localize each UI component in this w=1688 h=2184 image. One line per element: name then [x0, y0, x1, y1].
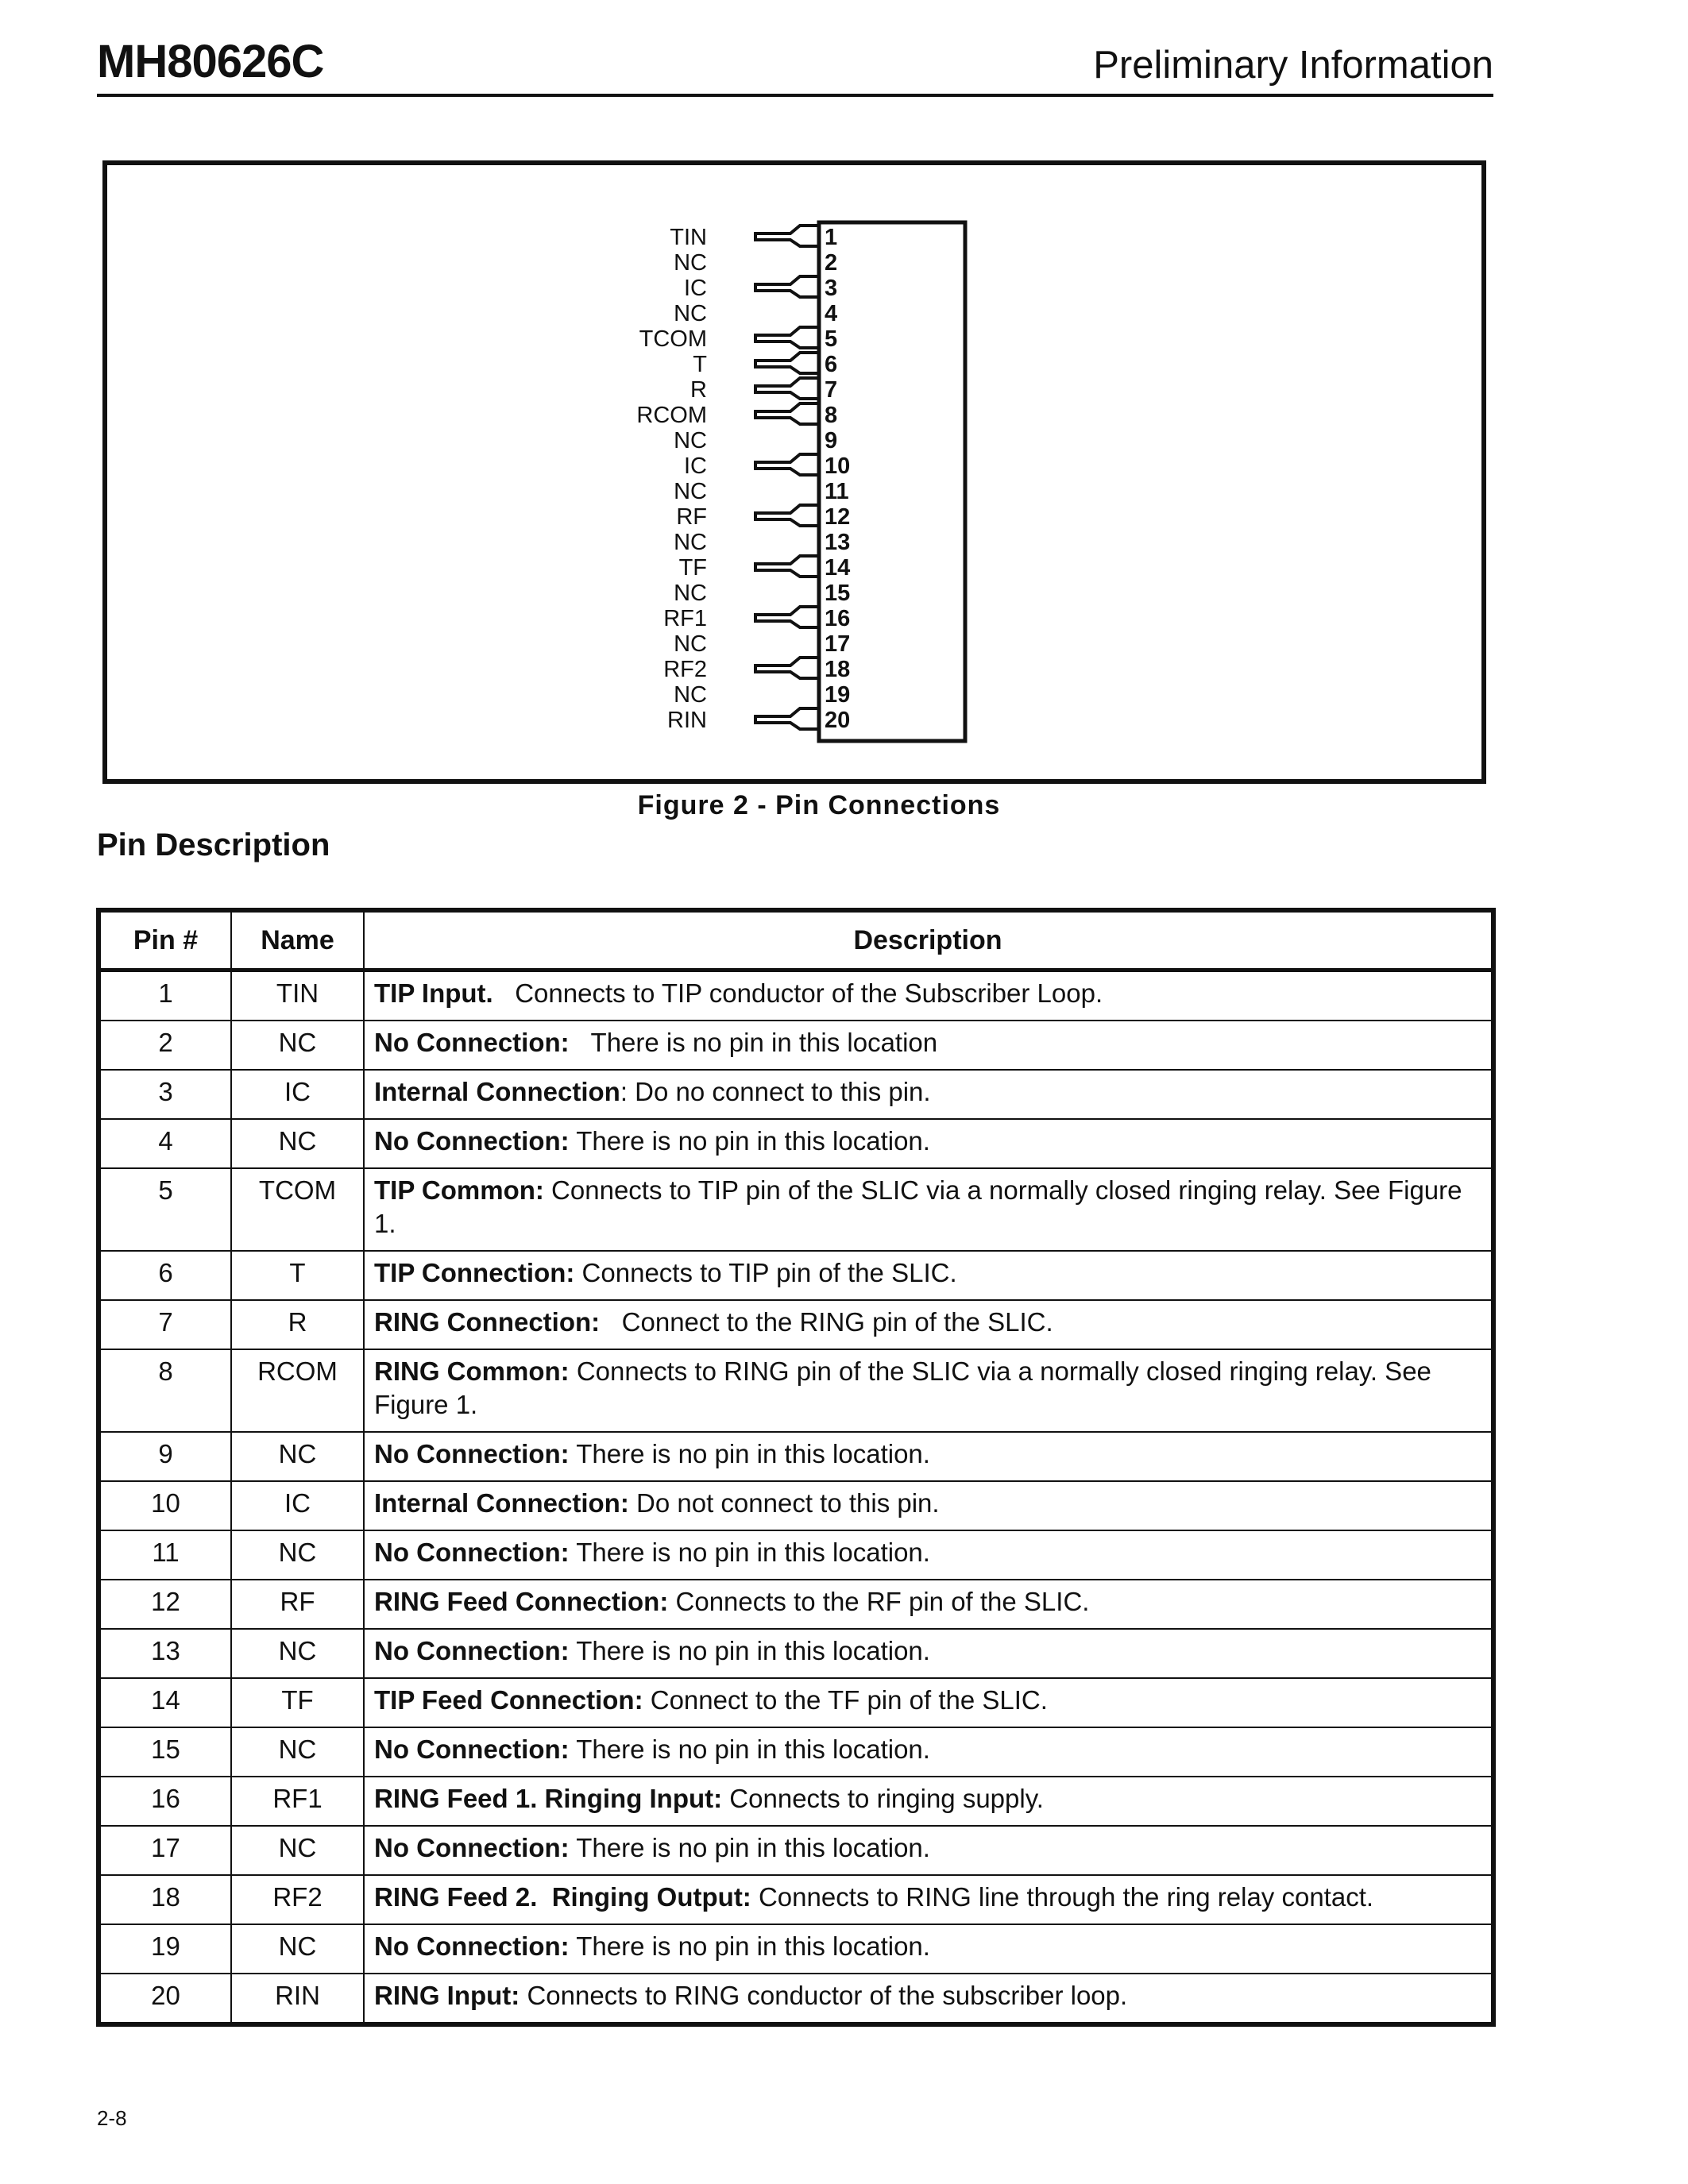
pin-number-label: 4: [825, 301, 838, 326]
description-text: : Do no connect to this pin.: [620, 1077, 931, 1106]
header-pin: Pin #: [98, 910, 231, 970]
pin-label: RF: [676, 504, 707, 530]
pin-name: RF2: [231, 1875, 364, 1924]
pin-name: NC: [231, 1727, 364, 1777]
pin-lead: [755, 708, 818, 729]
header-description: Description: [364, 910, 1493, 970]
table-row: [98, 1530, 1493, 1580]
description-text: There is no pin in this location: [569, 1028, 938, 1057]
description-term: TIP Input.: [374, 978, 493, 1008]
table-header-row: [98, 910, 1493, 970]
description-term: RING Feed 1. Ringing Input:: [374, 1784, 723, 1813]
pin-number: 12: [98, 1580, 231, 1629]
table-row: [98, 1678, 1493, 1727]
table-row: [98, 1580, 1493, 1629]
pin-name: T: [231, 1251, 364, 1300]
description-text: There is no pin in this location.: [569, 1439, 930, 1468]
description-text: There is no pin in this location.: [569, 1931, 930, 1961]
pin-number-label: 17: [825, 631, 851, 657]
pin-description-table: [96, 908, 1496, 2027]
pin-name: RF: [231, 1580, 364, 1629]
pin-description: [364, 1924, 1493, 1974]
pin-label: T: [693, 352, 707, 377]
description-term: RING Common:: [374, 1356, 570, 1386]
pin-description: [364, 1875, 1493, 1924]
pin-number-label: 8: [825, 403, 838, 428]
table-row: [98, 1974, 1493, 2024]
pin-description: [364, 1974, 1493, 2024]
description-term: Internal Connection:: [374, 1488, 629, 1518]
description-text: Connects to RING pin of the SLIC via a normally closed ringing relay. See Figure 1.: [374, 1356, 1439, 1419]
pin-number-label: 1: [825, 225, 838, 250]
description-term: No Connection:: [374, 1126, 570, 1156]
table-row: [98, 1432, 1493, 1481]
description-term: No Connection:: [374, 1833, 570, 1862]
pin-number: 14: [98, 1678, 231, 1727]
pin-lead: [755, 454, 818, 475]
pin-name: NC: [231, 1119, 364, 1168]
pin-description: [364, 1580, 1493, 1629]
pin-number-label: 9: [825, 428, 838, 453]
description-text: Connects to TIP conductor of the Subscriber Loop.: [492, 978, 1103, 1008]
pin-lead: [755, 556, 818, 577]
description-text: There is no pin in this location.: [569, 1636, 930, 1665]
pin-number: 7: [98, 1300, 231, 1349]
description-term: TIP Feed Connection:: [374, 1685, 643, 1715]
table-row: [98, 1924, 1493, 1974]
table-row: [98, 1875, 1493, 1924]
pin-name: TF: [231, 1678, 364, 1727]
description-text: There is no pin in this location.: [569, 1833, 930, 1862]
description-term: No Connection:: [374, 1538, 570, 1567]
table-row: [98, 1251, 1493, 1300]
pin-lead: [755, 276, 818, 297]
table-row: [98, 1300, 1493, 1349]
pin-description: [364, 1168, 1493, 1251]
pin-name: IC: [231, 1481, 364, 1530]
pin-label: IC: [684, 276, 707, 301]
pin-number-label: 19: [825, 682, 851, 708]
pin-lead: [755, 607, 818, 627]
pin-label: RF1: [663, 606, 707, 631]
table-row: [98, 970, 1493, 1021]
description-text: Connect to the RING pin of the SLIC.: [600, 1307, 1053, 1337]
pin-description: [364, 970, 1493, 1021]
description-text: Connects to TIP pin of the SLIC via a normally closed ringing relay. See Figure 1.: [374, 1175, 1470, 1238]
table-row: [98, 1021, 1493, 1070]
description-term: No Connection:: [374, 1439, 570, 1468]
section-title: Pin Description: [97, 828, 330, 862]
pin-description: [364, 1777, 1493, 1826]
table-row: [98, 1826, 1493, 1875]
table-row: [98, 1629, 1493, 1678]
description-text: There is no pin in this location.: [569, 1734, 930, 1764]
table-row: [98, 1168, 1493, 1251]
pin-label: R: [690, 377, 707, 403]
pin-description: [364, 1300, 1493, 1349]
description-term: No Connection:: [374, 1636, 570, 1665]
header-name: Name: [231, 910, 364, 970]
pin-number: 11: [98, 1530, 231, 1580]
pin-label: RF2: [663, 657, 707, 682]
table-row: [98, 1119, 1493, 1168]
description-text: Connects to ringing supply.: [722, 1784, 1044, 1813]
description-term: TIP Connection:: [374, 1258, 575, 1287]
pin-number: 16: [98, 1777, 231, 1826]
pin-name: RIN: [231, 1974, 364, 2024]
pin-number: 3: [98, 1070, 231, 1119]
pin-number-label: 12: [825, 504, 851, 530]
description-term: RING Connection:: [374, 1307, 601, 1337]
description-text: Connects to the RF pin of the SLIC.: [668, 1587, 1090, 1616]
pin-description: [364, 1530, 1493, 1580]
header-rule: [97, 94, 1493, 97]
description-text: There is no pin in this location.: [569, 1538, 930, 1567]
description-term: RING Feed Connection:: [374, 1587, 669, 1616]
pin-number: 15: [98, 1727, 231, 1777]
table-row: [98, 1727, 1493, 1777]
pin-label: NC: [674, 530, 707, 555]
pin-number-label: 2: [825, 250, 838, 276]
description-term: No Connection:: [374, 1028, 570, 1057]
pin-label: RIN: [667, 708, 707, 733]
pin-number: 5: [98, 1168, 231, 1251]
pin-description: [364, 1481, 1493, 1530]
description-text: Connects to TIP pin of the SLIC.: [574, 1258, 957, 1287]
page-number: 2-8: [97, 2106, 127, 2130]
pin-description: [364, 1349, 1493, 1432]
table-row: [98, 1349, 1493, 1432]
pin-description: [364, 1727, 1493, 1777]
pin-name: NC: [231, 1432, 364, 1481]
pin-lead: [755, 505, 818, 526]
pin-label: NC: [674, 581, 707, 606]
description-text: Connects to RING conductor of the subscriber loop.: [520, 1981, 1128, 2010]
table-row: [98, 1777, 1493, 1826]
pin-label: NC: [674, 428, 707, 453]
pin-number: 2: [98, 1021, 231, 1070]
pin-number-label: 20: [825, 708, 851, 733]
figure-caption: Figure 2 - Pin Connections: [637, 790, 1001, 820]
pin-lead: [755, 226, 818, 246]
description-term: TIP Common:: [374, 1175, 544, 1205]
description-text: Connect to the TF pin of the SLIC.: [643, 1685, 1048, 1715]
pin-label: NC: [674, 250, 707, 276]
preliminary-label: Preliminary Information: [1093, 44, 1493, 87]
pin-number-label: 6: [825, 352, 838, 377]
pin-description: [364, 1070, 1493, 1119]
pin-number-label: 11: [825, 479, 849, 504]
description-term: Internal Connection: [374, 1077, 620, 1106]
pin-number: 8: [98, 1349, 231, 1432]
pin-description: [364, 1021, 1493, 1070]
pin-name: NC: [231, 1629, 364, 1678]
pin-label: TIN: [670, 225, 707, 250]
pin-name: R: [231, 1300, 364, 1349]
description-term: RING Input:: [374, 1981, 520, 2010]
pin-label: RCOM: [636, 403, 707, 428]
description-term: No Connection:: [374, 1931, 570, 1961]
pin-name: RCOM: [231, 1349, 364, 1432]
document-title: MH80626C: [97, 36, 324, 87]
table-row: [98, 1481, 1493, 1530]
pin-number-label: 5: [825, 326, 838, 352]
pin-lead: [755, 658, 818, 678]
pin-number-label: 13: [825, 530, 851, 555]
pin-name: TIN: [231, 970, 364, 1021]
pin-number-label: 10: [825, 453, 851, 479]
pin-number: 6: [98, 1251, 231, 1300]
description-text: There is no pin in this location.: [569, 1126, 930, 1156]
pin-name: NC: [231, 1021, 364, 1070]
pin-number-label: 15: [825, 581, 851, 606]
pin-lead: [755, 327, 818, 348]
pin-lead: [755, 403, 818, 424]
pin-number: 10: [98, 1481, 231, 1530]
pin-number-label: 3: [825, 276, 838, 301]
pin-number: 17: [98, 1826, 231, 1875]
pin-number-label: 14: [825, 555, 851, 581]
pin-diagram: [107, 165, 1481, 779]
description-term: No Connection:: [374, 1734, 570, 1764]
pin-label: TF: [678, 555, 707, 581]
pin-number: 1: [98, 970, 231, 1021]
pin-number-label: 16: [825, 606, 851, 631]
pin-label: TCOM: [639, 326, 707, 352]
pin-number-label: 7: [825, 377, 838, 403]
pin-label: IC: [684, 453, 707, 479]
pin-number: 20: [98, 1974, 231, 2024]
pin-label: NC: [674, 631, 707, 657]
table-row: [98, 1070, 1493, 1119]
pin-lead: [755, 378, 818, 399]
pin-description: [364, 1678, 1493, 1727]
description-text: Connects to RING line through the ring relay contact.: [751, 1882, 1374, 1912]
pin-label: NC: [674, 682, 707, 708]
pin-number: 13: [98, 1629, 231, 1678]
pin-name: NC: [231, 1924, 364, 1974]
pin-label: NC: [674, 479, 707, 504]
description-term: RING Feed 2. Ringing Output:: [374, 1882, 751, 1912]
pin-lead: [755, 353, 818, 373]
pin-description: [364, 1629, 1493, 1678]
pin-description: [364, 1432, 1493, 1481]
description-text: Do not connect to this pin.: [628, 1488, 940, 1518]
pin-name: NC: [231, 1826, 364, 1875]
pin-label: NC: [674, 301, 707, 326]
pin-name: IC: [231, 1070, 364, 1119]
pin-name: RF1: [231, 1777, 364, 1826]
pin-description: [364, 1119, 1493, 1168]
pin-description: [364, 1251, 1493, 1300]
pin-name: TCOM: [231, 1168, 364, 1251]
pin-name: NC: [231, 1530, 364, 1580]
pin-description: [364, 1826, 1493, 1875]
pin-connections-figure: [102, 160, 1486, 784]
pin-number: 19: [98, 1924, 231, 1974]
pin-number: 18: [98, 1875, 231, 1924]
pin-number-label: 18: [825, 657, 851, 682]
pin-number: 4: [98, 1119, 231, 1168]
pin-number: 9: [98, 1432, 231, 1481]
